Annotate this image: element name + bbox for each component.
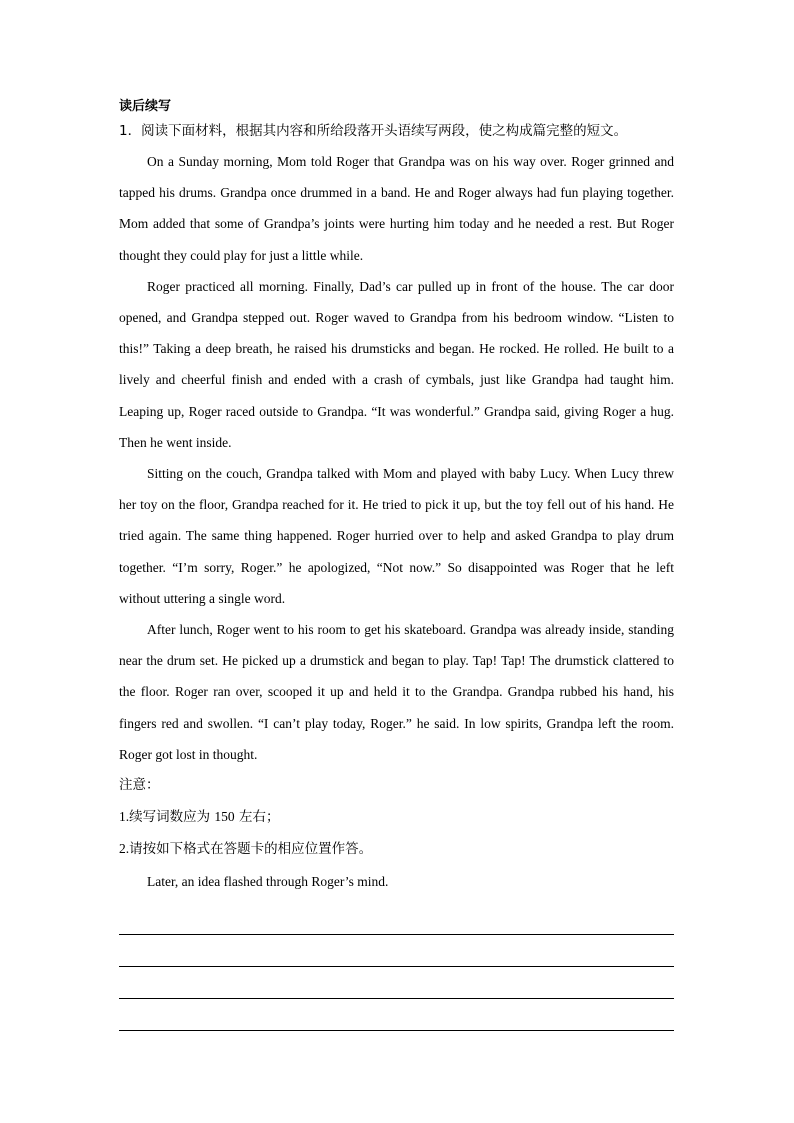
notes-title: 注意：: [119, 777, 160, 794]
question-instruction: [119, 118, 674, 144]
note-item-text: 续写词数应为: [129, 809, 215, 826]
note-word-count: 150: [214, 809, 235, 825]
note-item-text-end: 左右；: [234, 809, 280, 826]
reading-passage: [119, 146, 674, 770]
answer-line[interactable]: [119, 999, 674, 1031]
continuation-opening-sentence: Later, an idea flashed through Roger’s mind.: [147, 873, 389, 889]
question-instruction-text: 阅读下面材料，根据其内容和所给段落开头语续写两段，使之构成篇完整的短文。: [141, 123, 628, 139]
note-item-1: [119, 801, 674, 833]
note-item-number: 1.: [119, 809, 130, 825]
note-item-text: 请按如下格式在答题卡的相应位置作答。: [129, 841, 373, 858]
passage-paragraph-1: On a Sunday morning, Mom told Roger that Grandpa was on his way over. Roger grinned and tapped his drums. Grandpa once drummed in a band. He and Roger always had fun playing together. Mom added that some of Grandpa’s joints were hurting him today and he needed a rest. But Roger thought they could play for just a little while.: [119, 154, 674, 263]
answer-line[interactable]: [119, 903, 674, 935]
passage-paragraph-4: After lunch, Roger went to his room to get his skateboard. Grandpa was already inside, standing near the drum set. He picked up a drumstick and began to play. Tap! Tap! The drumstick clattered to the floor. Roger ran over, scooped it up and held it to the Grandpa. Grandpa rubbed his hand, his fingers red and swollen. “I can’t play today, Roger.” he said. In low spirits, Grandpa left the room. Roger got lost in thought.: [119, 622, 674, 762]
section-title: 读后续写: [119, 99, 172, 114]
note-item-2: [119, 833, 674, 865]
answer-line[interactable]: [119, 967, 674, 999]
answer-lines: [119, 903, 674, 1031]
passage-paragraph-2: Roger practiced all morning. Finally, Dad’s car pulled up in front of the house. The car door opened, and Grandpa stepped out. Roger waved to Grandpa from his bedroom window. “Listen to this!” Taking a deep breath, he raised his drumsticks and began. He rocked. He rolled. He built to a lively and cheerful finish and ended with a crash of cymbals, just like Grandpa had taught him. Leaping up, Roger raced outside to Grandpa. “It was wonderful.” Grandpa said, giving Roger a hug. Then he went inside.: [119, 278, 674, 450]
question-number: 1．: [119, 123, 142, 139]
passage-paragraph-3: Sitting on the couch, Grandpa talked with Mom and played with baby Lucy. When Lucy threw her toy on the floor, Grandpa reached for it. He tried to pick it up, but the toy fell out of his hand. He tried again. The same thing happened. Roger hurried over to help and asked Grandpa to play drum together. “I’m sorry, Roger.” he apologized, “Not now.” So disappointed was Roger that he left without uttering a single word.: [119, 466, 674, 606]
notes-section: [119, 770, 674, 866]
document-content: [119, 96, 674, 1031]
note-item-number: 2.: [119, 841, 130, 857]
answer-line[interactable]: [119, 935, 674, 967]
